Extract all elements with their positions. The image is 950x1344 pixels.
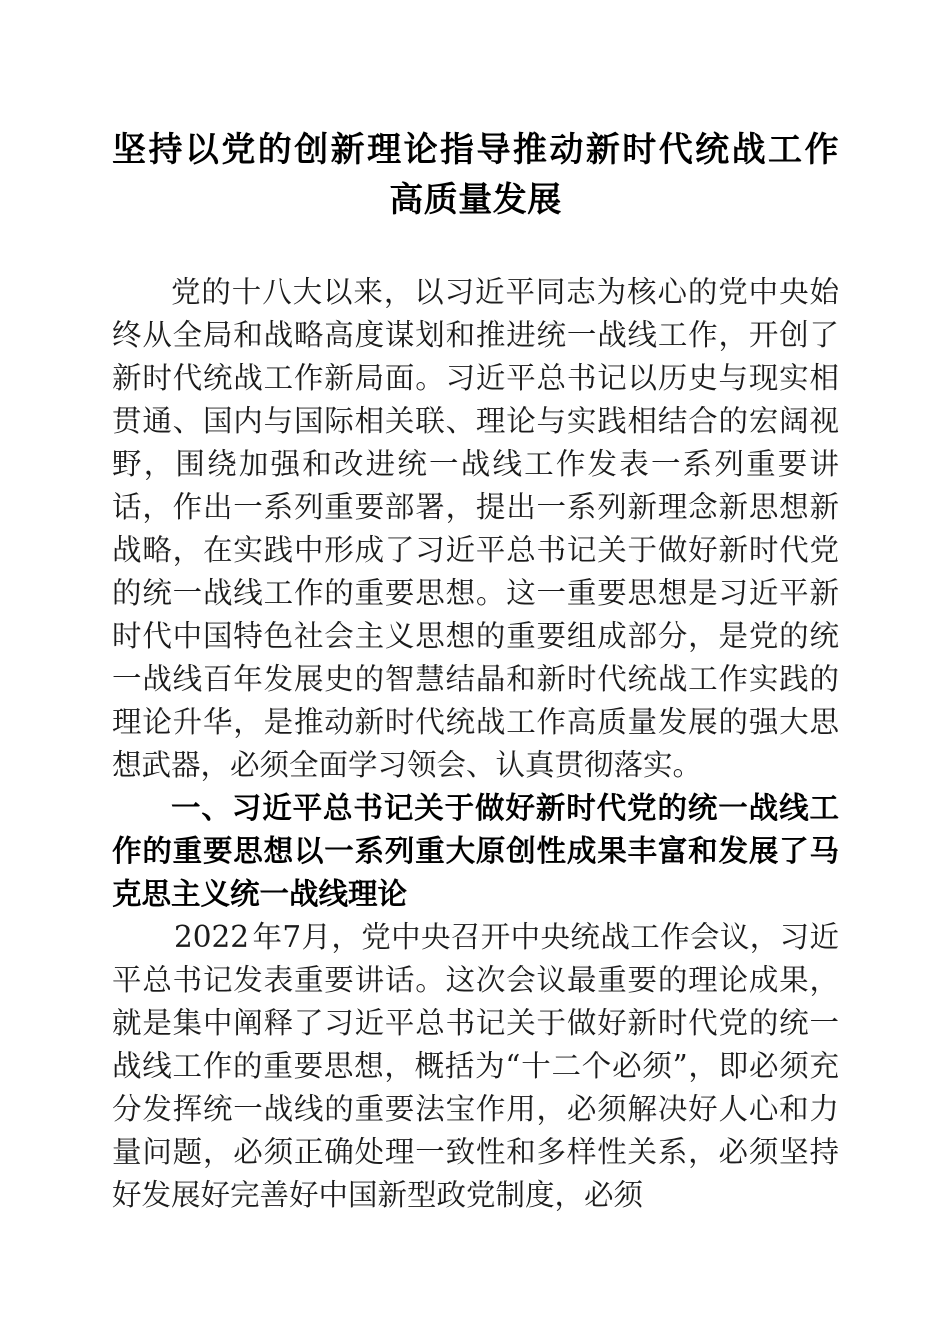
paragraph-2-leading-number: 2022: [174, 920, 250, 954]
paragraph-2: [112, 916, 839, 1217]
paragraph-1: 党的十八大以来，以习近平同志为核心的党中央始终从全局和战略高度谋划和推进统一战线工作，开创了新时代统战工作新局面。习近平总书记以历史与现实相贯通、国内与国际相关联、理论与实践相结合的宏阔视野，围绕加强和改进统一战线工作发表一系列重要讲话，作出一系列重要部署，提出一系列新理念新思想新战略，在实践中形成了习近平总书记关于做好新时代党的统一战线工作的重要思想。这一重要思想是习近平新时代中国特色社会主义思想的重要组成部分，是党的统一战线百年发展史的智慧结晶和新时代统战工作实践的理论升华，是推动新时代统战工作高质量发展的强大思想武器，必须全面学习领会、认真贯彻落实。: [112, 275, 839, 782]
document-content-column: [112, 0, 839, 1217]
document-body: [112, 271, 839, 1217]
paragraph-2-text: 年7月，党中央召开中央统战工作会议，习近平总书记发表重要讲话。这次会议最重要的理论成果，就是集中阐释了习近平总书记关于做好新时代党的统一战线工作的重要思想，概括为“十二个必须”，即必须充分发挥统一战线的重要法宝作用，必须解决好人心和力量问题，必须正确处理一致性和多样性关系，必须坚持好发展好完善好中国新型政党制度，必须: [112, 920, 839, 1212]
section-heading-1: 一、习近平总书记关于做好新时代党的统一战线工作的重要思想以一系列重大原创性成果丰富和发展了马克思主义统一战线理论: [112, 792, 839, 911]
page-title-line-1: 坚持以党的创新理论指导推动新时代统战工作: [112, 131, 839, 169]
page-title-line-2: 高质量发展: [389, 181, 562, 219]
page-title: [112, 0, 839, 225]
